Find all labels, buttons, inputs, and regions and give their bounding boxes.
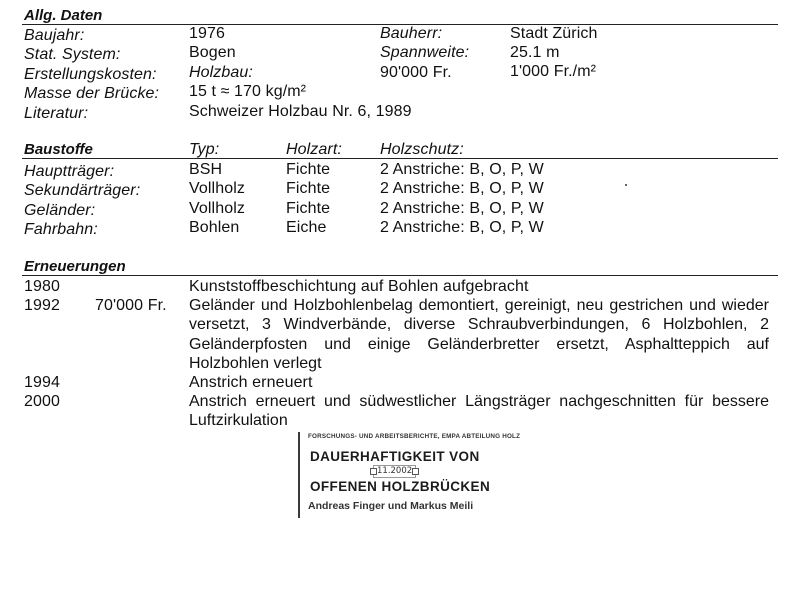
brochure-cover bbox=[298, 432, 521, 518]
part-holzart: Fichte bbox=[286, 180, 331, 197]
section-divider bbox=[22, 275, 778, 276]
section-title-allg-daten: Allg. Daten bbox=[24, 7, 103, 24]
brochure-title-line2: OFFENEN HOLZBRÜCKEN bbox=[310, 479, 491, 494]
part-holzart: Fichte bbox=[286, 161, 331, 178]
part-holzschutz: 2 Anstriche: B, O, P, W bbox=[380, 180, 544, 197]
entry-year: 1994 bbox=[24, 374, 60, 391]
date-stamp: 11.2002 bbox=[373, 465, 416, 478]
entry-cost: 70'000 Fr. bbox=[95, 297, 167, 314]
masse-label: Masse der Brücke: bbox=[24, 85, 160, 102]
baujahr-value: 1976 bbox=[189, 25, 225, 42]
section-divider bbox=[22, 158, 778, 159]
entry-text: Kunststoffbeschichtung auf Bohlen aufgebracht bbox=[189, 278, 529, 295]
kosten-per-m2: 1'000 Fr./m² bbox=[510, 63, 597, 80]
part-typ: Vollholz bbox=[189, 200, 245, 217]
bauherr-label: Bauherr: bbox=[380, 25, 443, 42]
entry-text: Anstrich erneuert bbox=[189, 374, 313, 391]
entry-text: Geländer und Holzbohlenbelag demontiert, gereinigt, neu gestrichen und wieder versetzt, 3 Windverbände, diverse Schraubverbindungen, 6 Holzbohlen, 2 Geländerpfosten und einige Geländerbretter ersetzt, Asphaltteppich auf Holzbohlen verlegt bbox=[189, 297, 769, 372]
part-holzschutz: 2 Anstriche: B, O, P, W bbox=[380, 219, 544, 236]
bauherr-value: Stadt Zürich bbox=[510, 25, 598, 42]
section-title-erneuerungen: Erneuerungen bbox=[24, 258, 126, 275]
part-typ: Vollholz bbox=[189, 180, 245, 197]
system-label: Stat. System: bbox=[24, 46, 121, 63]
brochure-title-line1: DAUERHAFTIGKEIT VON bbox=[310, 449, 480, 464]
brochure-authors: Andreas Finger und Markus Meili bbox=[308, 500, 474, 512]
spannweite-value: 25.1 m bbox=[510, 44, 560, 61]
literatur-label: Literatur: bbox=[24, 105, 89, 122]
entry-year: 2000 bbox=[24, 393, 60, 410]
header-holzart: Holzart: bbox=[286, 141, 342, 158]
header-holzschutz: Holzschutz: bbox=[380, 141, 464, 158]
spannweite-label: Spannweite: bbox=[380, 44, 470, 61]
entry-text: Anstrich erneuert und südwestlicher Längsträger nachgeschnitten für bessere Luftzirkulation bbox=[189, 393, 769, 430]
scan-speck bbox=[625, 184, 627, 186]
part-typ: BSH bbox=[189, 161, 223, 178]
part-holzart: Eiche bbox=[286, 219, 327, 236]
kosten-label: Erstellungskosten: bbox=[24, 66, 157, 83]
part-typ: Bohlen bbox=[189, 219, 240, 236]
masse-value: 15 t ≈ 170 kg/m² bbox=[189, 83, 307, 100]
entry-year: 1992 bbox=[24, 297, 60, 314]
part-label: Sekundärträger: bbox=[24, 182, 141, 199]
part-label: Geländer: bbox=[24, 202, 96, 219]
brochure-bar bbox=[298, 432, 300, 518]
baujahr-label: Baujahr: bbox=[24, 27, 85, 44]
brochure-header: FORSCHUNGS- UND ARBEITSBERICHTE, EMPA ABTEILUNG HOLZ bbox=[308, 433, 521, 440]
kosten-value: 90'000 Fr. bbox=[380, 64, 452, 81]
kosten-type: Holzbau: bbox=[189, 64, 253, 81]
part-holzschutz: 2 Anstriche: B, O, P, W bbox=[380, 161, 544, 178]
part-label: Hauptträger: bbox=[24, 163, 115, 180]
header-typ: Typ: bbox=[189, 141, 220, 158]
part-holzart: Fichte bbox=[286, 200, 331, 217]
system-value: Bogen bbox=[189, 44, 236, 61]
entry-year: 1980 bbox=[24, 278, 60, 295]
literatur-value: Schweizer Holzbau Nr. 6, 1989 bbox=[189, 103, 412, 120]
part-label: Fahrbahn: bbox=[24, 221, 98, 238]
section-title-baustoffe: Baustoffe bbox=[24, 141, 93, 158]
part-holzschutz: 2 Anstriche: B, O, P, W bbox=[380, 200, 544, 217]
